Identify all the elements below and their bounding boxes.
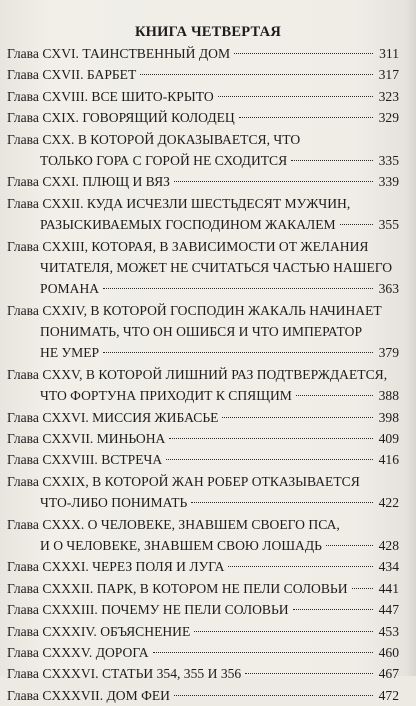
page-number: 447 bbox=[378, 602, 399, 618]
chapter-title-line bbox=[7, 171, 399, 192]
toc-entry bbox=[7, 599, 399, 620]
dot-leader bbox=[245, 673, 373, 674]
toc-entry bbox=[7, 43, 399, 64]
dot-leader bbox=[191, 502, 373, 503]
page-number: 428 bbox=[378, 537, 399, 553]
chapter-title-text: ТОЛЬКО ГОРА С ГОРОЙ НЕ СХОДИТСЯ bbox=[40, 152, 288, 168]
chapter-title-line bbox=[7, 514, 399, 535]
toc-entry bbox=[7, 129, 399, 172]
page-number: 379 bbox=[378, 345, 399, 361]
table-of-contents bbox=[7, 43, 399, 706]
chapter-title-continuation bbox=[7, 150, 399, 171]
dot-leader bbox=[103, 288, 373, 289]
chapter-title-line bbox=[7, 407, 399, 428]
chapter-title-text: Глава CXX. В КОТОРОЙ ДОКАЗЫВАЕТСЯ, ЧТО bbox=[7, 131, 301, 147]
page-number: 398 bbox=[378, 409, 399, 425]
chapter-title-line bbox=[7, 300, 399, 321]
page-number: 409 bbox=[378, 431, 399, 447]
chapter-title-text: Глава CXXI. ПЛЮЩ И ВЯЗ bbox=[7, 174, 170, 190]
dot-leader bbox=[222, 417, 373, 418]
chapter-title-text: Глава CXVIII. ВСЕ ШИТО-КРЫТО bbox=[7, 88, 214, 104]
dot-leader bbox=[174, 695, 373, 696]
toc-entry bbox=[7, 578, 399, 599]
chapter-title-text: ПОНИМАТЬ, ЧТО ОН ОШИБСЯ И ЧТО ИМПЕРАТОР bbox=[40, 324, 363, 340]
chapter-title-line bbox=[7, 193, 399, 214]
chapter-title-line bbox=[7, 86, 399, 107]
dot-leader bbox=[140, 74, 373, 75]
dot-leader bbox=[218, 96, 373, 97]
dot-leader bbox=[291, 160, 373, 161]
chapter-title-text: НЕ УМЕР bbox=[40, 345, 100, 361]
page-number: 388 bbox=[378, 388, 399, 404]
chapter-title-text: РОМАНА bbox=[40, 281, 100, 297]
page-number: 311 bbox=[379, 46, 399, 61]
chapter-title-text: Глава CXXIX, В КОТОРОЙ ЖАН РОБЕР ОТКАЗЫВАЕТСЯ bbox=[7, 473, 360, 489]
page-number: 335 bbox=[378, 152, 399, 168]
dot-leader bbox=[234, 53, 373, 54]
toc-entry bbox=[7, 364, 399, 407]
page-number: 363 bbox=[378, 281, 399, 297]
chapter-title-line bbox=[7, 621, 399, 642]
section-heading: КНИГА ЧЕТВЕРТАЯ bbox=[134, 24, 282, 40]
page-number: 317 bbox=[378, 67, 399, 83]
chapter-title-continuation bbox=[7, 321, 399, 342]
chapter-title-line bbox=[7, 43, 399, 64]
chapter-title-line bbox=[7, 599, 399, 620]
chapter-title-text: Глава CXXXIV. ОБЪЯСНЕНИЕ bbox=[7, 623, 191, 639]
dot-leader bbox=[174, 181, 373, 182]
chapter-title-text: ЧТО-ЛИБО ПОНИМАТЬ bbox=[40, 495, 188, 511]
chapter-title-line bbox=[7, 428, 399, 449]
dot-leader bbox=[352, 588, 373, 589]
chapter-title-continuation bbox=[7, 278, 399, 299]
chapter-title-line bbox=[7, 236, 399, 257]
chapter-title-continuation bbox=[7, 535, 399, 556]
toc-entry bbox=[7, 300, 399, 364]
page-number: 422 bbox=[378, 495, 399, 511]
toc-entry bbox=[7, 236, 399, 300]
page-number: 441 bbox=[378, 580, 399, 596]
dot-leader bbox=[194, 631, 373, 632]
dot-leader bbox=[326, 545, 373, 546]
chapter-title-text: Глава CXXVII. МИНЬОНА bbox=[7, 431, 166, 447]
toc-entry bbox=[7, 449, 399, 470]
toc-entry bbox=[7, 685, 399, 706]
dot-leader bbox=[228, 566, 373, 567]
chapter-title-text: Глава CXXXV. ДОРОГА bbox=[7, 644, 149, 660]
dot-leader bbox=[166, 459, 373, 460]
page-number: 434 bbox=[378, 559, 399, 575]
dot-leader bbox=[153, 652, 373, 653]
toc-entry bbox=[7, 556, 399, 577]
chapter-title-line bbox=[7, 107, 399, 128]
chapter-title-text: Глава CXXVI. МИССИЯ ЖИБАСЬЕ bbox=[7, 409, 219, 425]
chapter-title-text: Глава CXXXIII. ПОЧЕМУ НЕ ПЕЛИ СОЛОВЬИ bbox=[7, 602, 289, 618]
chapter-title-text: И О ЧЕЛОВЕКЕ, ЗНАВШЕМ СВОЮ ЛОШАДЬ bbox=[40, 537, 322, 553]
chapter-title-line bbox=[7, 64, 399, 85]
toc-entry bbox=[7, 642, 399, 663]
chapter-title-text: Глава CXIX. ГОВОРЯЩИЙ КОЛОДЕЦ bbox=[7, 110, 235, 126]
toc-entry bbox=[7, 621, 399, 642]
chapter-title-line bbox=[7, 129, 399, 150]
chapter-title-line bbox=[7, 663, 399, 684]
toc-entry bbox=[7, 428, 399, 449]
chapter-title-line bbox=[7, 642, 399, 663]
toc-entry bbox=[7, 471, 399, 514]
dot-leader bbox=[103, 352, 373, 353]
page-number: 329 bbox=[378, 110, 399, 126]
page-number: 453 bbox=[378, 623, 399, 639]
chapter-title-text: ЧТО ФОРТУНА ПРИХОДИТ К СПЯЩИМ bbox=[40, 388, 292, 404]
chapter-title-text: РАЗЫСКИВАЕМЫХ ГОСПОДИНОМ ЖАКАЛЕМ bbox=[40, 217, 336, 233]
chapter-title-line bbox=[7, 578, 399, 599]
chapter-title-line bbox=[7, 685, 399, 706]
chapter-title-text: Глава CXXII. КУДА ИСЧЕЗЛИ ШЕСТЬДЕСЯТ МУЖЧИН, bbox=[7, 195, 351, 211]
toc-entry bbox=[7, 514, 399, 557]
dot-leader bbox=[340, 224, 373, 225]
chapter-title-text: Глава CXXXII. ПАРК, В КОТОРОМ НЕ ПЕЛИ СОЛОВЬИ bbox=[7, 580, 348, 596]
toc-entry bbox=[7, 171, 399, 192]
chapter-title-line bbox=[7, 471, 399, 492]
chapter-title-text: ЧИТАТЕЛЯ, МОЖЕТ НЕ СЧИТАТЬСЯ ЧАСТЬЮ НАШЕГО bbox=[40, 259, 393, 275]
toc-entry bbox=[7, 193, 399, 236]
chapter-title-text: Глава CXXVIII. ВСТРЕЧА bbox=[7, 452, 163, 468]
chapter-title-continuation bbox=[7, 342, 399, 363]
chapter-title-continuation bbox=[7, 257, 399, 278]
page-number: 472 bbox=[378, 687, 399, 703]
chapter-title-continuation bbox=[7, 214, 399, 235]
chapter-title-text: Глава CXXIII, КОТОРАЯ, В ЗАВИСИМОСТИ ОТ ЖЕЛАНИЯ bbox=[7, 238, 369, 254]
chapter-title-text: Глава CXXXVI. СТАТЬИ 354, 355 И 356 bbox=[7, 666, 242, 682]
toc-entry bbox=[7, 407, 399, 428]
chapter-title-text: Глава CXXIV, В КОТОРОЙ ГОСПОДИН ЖАКАЛЬ НАЧИНАЕТ bbox=[7, 302, 382, 318]
page-number: 467 bbox=[378, 666, 399, 682]
dot-leader bbox=[293, 609, 373, 610]
chapter-title-continuation bbox=[7, 385, 399, 406]
chapter-title-text: Глава CXXX. О ЧЕЛОВЕКЕ, ЗНАВШЕМ СВОЕГО ПСА, bbox=[7, 516, 340, 532]
dot-leader bbox=[169, 438, 373, 439]
chapter-title-text: Глава CXXV, В КОТОРОЙ ЛИШНИЙ РАЗ ПОДТВЕРЖДАЕТСЯ, bbox=[7, 366, 388, 382]
toc-entry bbox=[7, 107, 399, 128]
toc-entry bbox=[7, 86, 399, 107]
chapter-title-text: Глава CXVI. ТАИНСТВЕННЫЙ ДОМ bbox=[7, 46, 231, 61]
chapter-title-line bbox=[7, 364, 399, 385]
chapter-title-line bbox=[7, 449, 399, 470]
page-number: 339 bbox=[378, 174, 399, 190]
page-number: 460 bbox=[378, 644, 399, 660]
chapter-title-line bbox=[7, 556, 399, 577]
dot-leader bbox=[239, 117, 373, 118]
chapter-title-text: Глава CXXXI. ЧЕРЕЗ ПОЛЯ И ЛУГА bbox=[7, 559, 225, 575]
toc-entry bbox=[7, 663, 399, 684]
dot-leader bbox=[296, 395, 373, 396]
chapter-title-continuation bbox=[7, 492, 399, 513]
toc-entry bbox=[7, 64, 399, 85]
page-number: 416 bbox=[378, 452, 399, 468]
page-number: 323 bbox=[378, 88, 399, 104]
chapter-title-text: Глава CXVII. БАРБЕТ bbox=[7, 67, 137, 83]
chapter-title-text: Глава CXXXVII. ДОМ ФЕИ bbox=[7, 687, 170, 703]
page-number: 355 bbox=[378, 217, 399, 233]
